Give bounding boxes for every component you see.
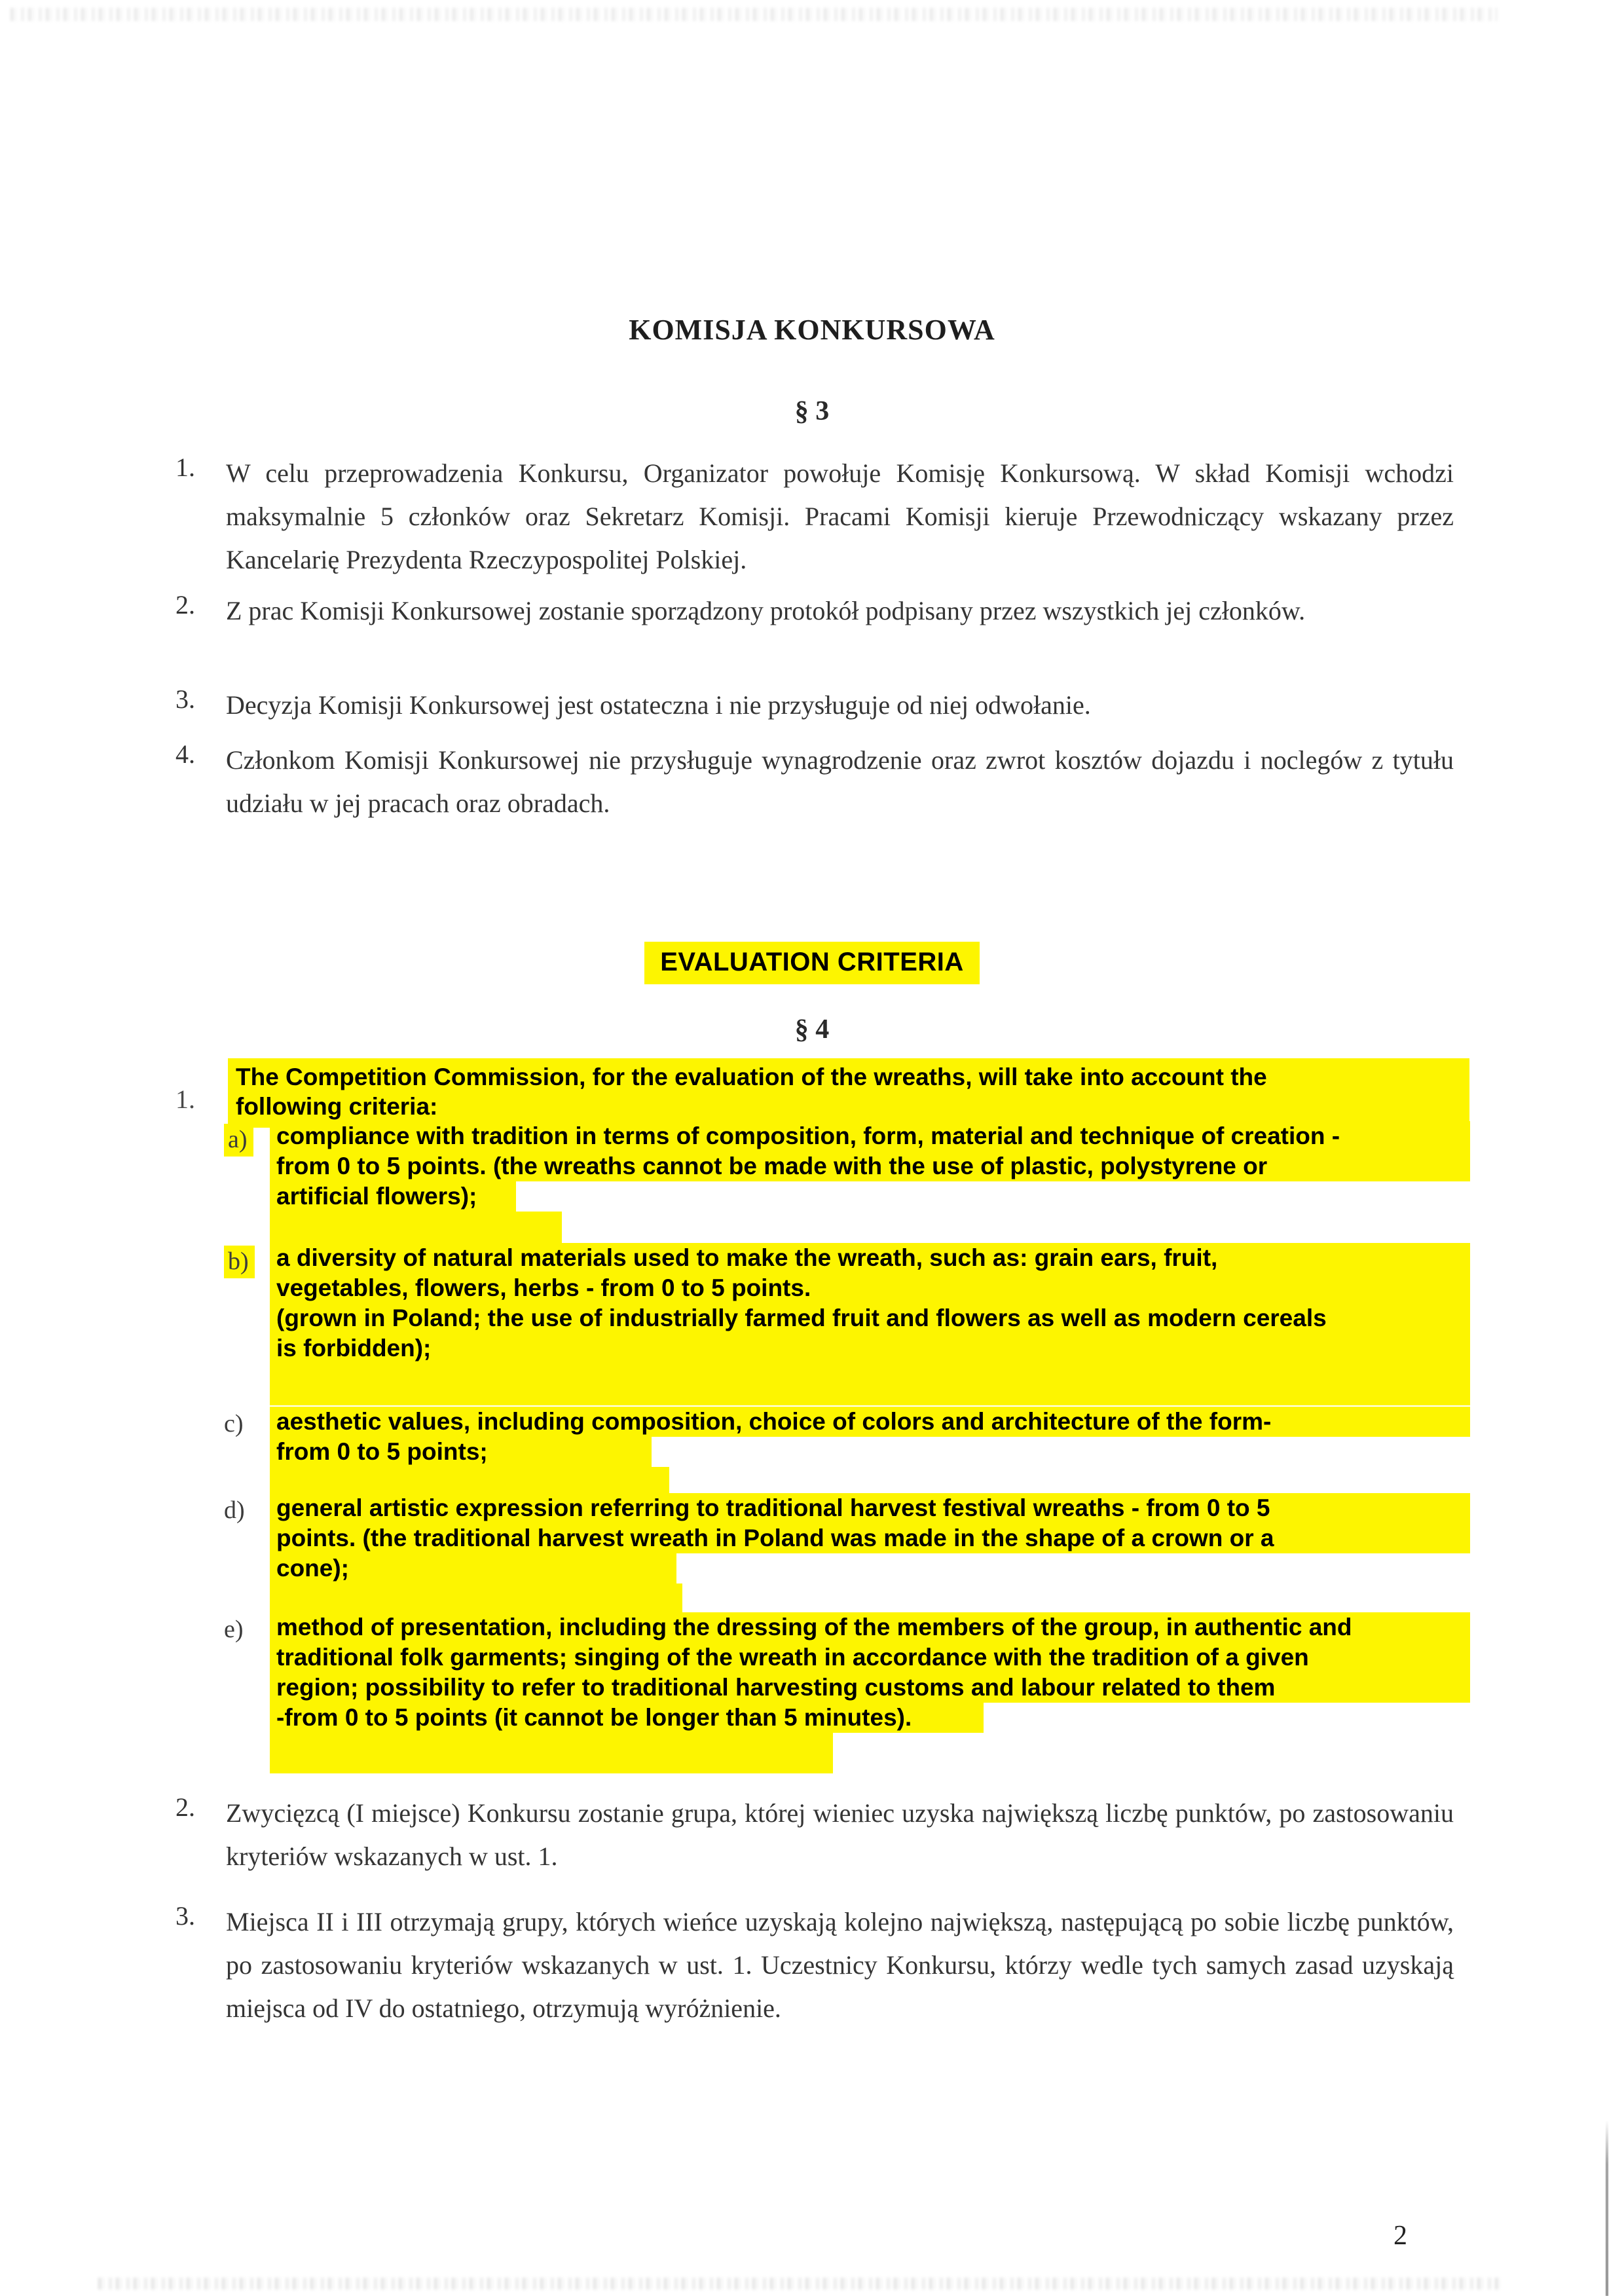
highlighted-line: [270, 1553, 1470, 1583]
item-text: W celu przeprowadzenia Konkursu, Organizator powołuje Komisję Konkursową. W skład Komisji wchodzi maksymalnie 5 członków oraz Sekretarz Komisji. Pracami Komisji kieruje Przewodniczący wskazany przez Kancelarię Prezydenta Rzeczypospolitej Polskiej.: [226, 458, 1454, 574]
s3-item-3: [175, 684, 1454, 727]
highlighted-line: compliance with tradition in terms of composition, form, material and technique of creation -: [270, 1121, 1470, 1151]
item-number: 3.: [175, 1901, 195, 1931]
highlighted-line: region; possibility to refer to traditional harvesting customs and labour related to them: [270, 1673, 1470, 1703]
highlighted-line: points. (the traditional harvest wreath in Poland was made in the shape of a crown or a: [270, 1523, 1470, 1553]
item-number: 2.: [175, 1792, 195, 1822]
highlight-stub: [270, 1212, 562, 1243]
highlighted-line: a diversity of natural materials used to make the wreath, such as: grain ears, fruit,: [276, 1244, 1218, 1271]
criterion-a: [224, 1121, 1475, 1243]
highlighted-line: general artistic expression referring to traditional harvest festival wreaths - from 0 to 5: [270, 1493, 1470, 1523]
s4-item-2: [175, 1792, 1454, 1878]
highlighted-line: (grown in Poland; the use of industrially farmed fruit and flowers as well as modern cereals: [276, 1305, 1327, 1331]
document-title: KOMISJA KONKURSOWA: [629, 314, 995, 346]
evaluation-criteria-heading: [0, 942, 1624, 984]
highlighted-line: The Competition Commission, for the evaluation of the wreaths, will take into account the: [236, 1064, 1267, 1090]
section-3-mark: § 3: [794, 396, 830, 426]
criterion-e: [224, 1612, 1475, 1773]
criterion-letter: d): [224, 1496, 245, 1524]
highlighted-line-text: from 0 to 5 points;: [270, 1437, 652, 1467]
s4-item-1-number: 1.: [175, 1084, 195, 1114]
s3-item-4: [175, 739, 1454, 825]
criterion-letter: c): [224, 1410, 244, 1437]
criterion-c: [224, 1407, 1475, 1497]
criterion-letter: e): [224, 1616, 244, 1643]
highlighted-line-text: artificial flowers);: [270, 1181, 516, 1212]
item-number: 4.: [175, 739, 195, 769]
item-text: Zwycięzcą (I miejsce) Konkursu zostanie grupa, której wieniec uzyska największą liczbę punktów, po zastosowaniu kryteriów wskazanych w ust. 1.: [226, 1798, 1454, 1871]
scan-smudge-bottom: [98, 2278, 1500, 2289]
criterion-letter: a): [224, 1124, 253, 1157]
item-number: 1.: [175, 453, 195, 482]
item-number: 3.: [175, 684, 195, 714]
item-text: Decyzja Komisji Konkursowej jest ostateczna i nie przysługuje od niej odwołanie.: [226, 690, 1091, 720]
highlighted-line: traditional folk garments; singing of the wreath in accordance with the tradition of a given: [270, 1642, 1470, 1673]
highlighted-line: vegetables, flowers, herbs - from 0 to 5 points.: [276, 1274, 811, 1301]
highlighted-line: aesthetic values, including composition, choice of colors and architecture of the form-: [270, 1407, 1470, 1437]
item-number: 2.: [175, 590, 195, 620]
highlight-stub: [270, 1733, 833, 1773]
highlighted-line-text: -from 0 to 5 points (it cannot be longer than 5 minutes).: [270, 1703, 984, 1733]
highlighted-line: is forbidden);: [276, 1335, 432, 1361]
s4-item-1-highlight-block: [228, 1058, 1469, 1128]
scan-edge-line: [1606, 2120, 1608, 2296]
criterion-d: [224, 1493, 1475, 1612]
s4-item-3: [175, 1900, 1454, 2030]
item-text: Z prac Komisji Konkursowej zostanie sporządzony protokół podpisany przez wszystkich jej członków.: [226, 596, 1306, 625]
section-4-mark: § 4: [794, 1014, 830, 1045]
highlighted-line: [270, 1703, 1470, 1733]
item-text: Miejsca II i III otrzymają grupy, których wieńce uzyskają kolejno największą, następującą po sobie liczbę punktów, po zastosowaniu kryteriów wskazanych w ust. 1. Uczestnicy Konkursu, którzy wedle tych samych zasad uzyskają miejsca od IV do ostatniego, otrzymują wyróżnienie.: [226, 1907, 1454, 2023]
highlighted-line: method of presentation, including the dressing of the members of the group, in authentic and: [270, 1612, 1470, 1642]
s3-item-1: [175, 452, 1454, 582]
highlighted-line: following criteria:: [236, 1093, 438, 1120]
highlighted-line-text: cone);: [270, 1553, 676, 1583]
highlighted-line: [270, 1181, 1470, 1212]
page-number: 2: [1393, 2221, 1407, 2251]
scan-smudge-top: [10, 8, 1497, 21]
highlight-stub: [270, 1583, 682, 1612]
evaluation-criteria-heading-text: EVALUATION CRITERIA: [644, 942, 980, 984]
s3-item-2: [175, 589, 1454, 633]
item-text: Członkom Komisji Konkursowej nie przysługuje wynagrodzenie oraz zwrot kosztów dojazdu i noclegów z tytułu udziału w jej pracach oraz obradach.: [226, 745, 1454, 818]
highlighted-line: from 0 to 5 points. (the wreaths cannot be made with the use of plastic, polystyrene or: [270, 1151, 1470, 1181]
criterion-b: [224, 1243, 1475, 1405]
criterion-letter: b): [224, 1246, 255, 1278]
highlighted-line: [270, 1437, 1470, 1467]
